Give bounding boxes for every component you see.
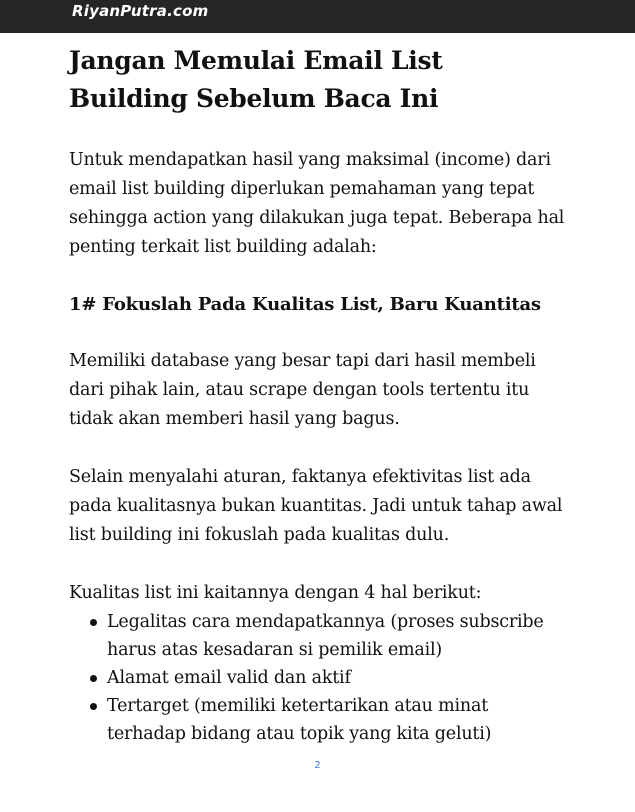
list-item bbox=[69, 608, 569, 664]
paragraph-2: Selain menyalahi aturan, faktanya efektivitas list ada pada kualitasnya bukan kuantitas. Jadi untuk tahap awal list building ini fokuslah pada kualitas dulu. bbox=[69, 467, 563, 545]
list-item bbox=[69, 692, 569, 748]
bullet-list bbox=[69, 608, 569, 748]
list-item-text: Legalitas cara mendapatkannya (proses subscribe harus atas kesadaran si pemilik email) bbox=[107, 612, 544, 660]
list-item-text: Tertarget (memiliki ketertarikan atau minat terhadap bidang atau topik yang kita geluti) bbox=[107, 696, 492, 744]
header-bar bbox=[0, 0, 635, 33]
paragraph-1: Memiliki database yang besar tapi dari hasil membeli dari pihak lain, atau scrape dengan tools tertentu itu tidak akan memberi hasil yang bagus. bbox=[69, 351, 536, 429]
article-body bbox=[69, 42, 569, 748]
bullet-icon bbox=[90, 619, 97, 626]
page-number: 2 bbox=[314, 760, 321, 771]
section-heading: 1# Fokuslah Pada Kualitas List, Baru Kuantitas bbox=[69, 294, 541, 315]
bullet-icon bbox=[90, 675, 97, 682]
bullet-icon bbox=[90, 703, 97, 710]
article-title: Jangan Memulai Email List Building Sebelum Baca Ini bbox=[69, 46, 443, 113]
intro-paragraph: Untuk mendapatkan hasil yang maksimal (income) dari email list building diperlukan pemahaman yang tepat sehingga action yang dilakukan juga tepat. Beberapa hal penting terkait list building adalah: bbox=[69, 150, 565, 257]
list-item bbox=[69, 664, 569, 692]
list-item-text: Alamat email valid dan aktif bbox=[107, 668, 351, 688]
site-logo-text: RiyanPutra.com bbox=[72, 2, 209, 20]
paragraph-3: Kualitas list ini kaitannya dengan 4 hal berikut: bbox=[69, 583, 482, 603]
